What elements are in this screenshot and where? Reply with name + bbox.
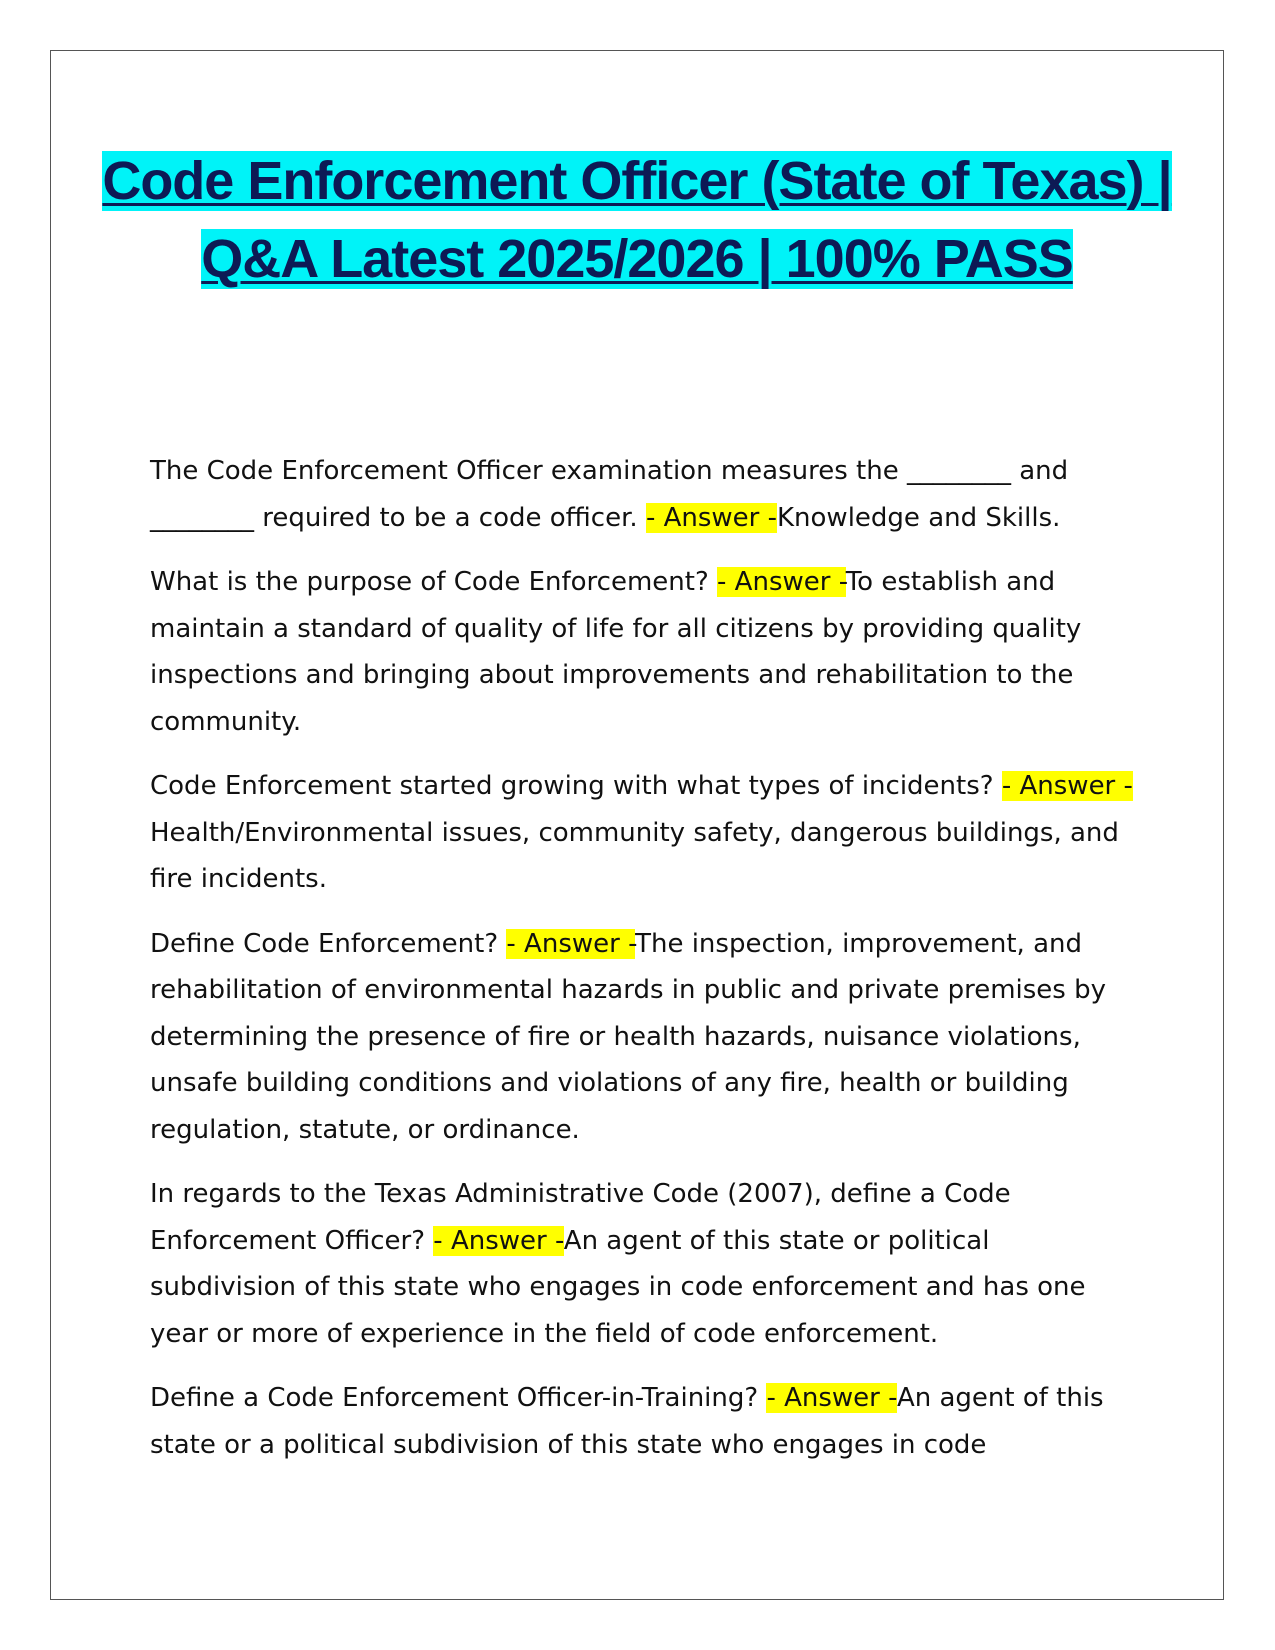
qa-item <box>150 763 1140 903</box>
question-text: Code Enforcement started growing with what types of incidents? <box>150 771 1002 801</box>
answer-text: An agent of this state or political subdivision of this state who engages in code enforcement and has one year or more of experience in the field of code enforcement. <box>150 1225 1086 1349</box>
answer-text: The inspection, improvement, and rehabilitation of environmental hazards in public and private premises by determining the presence of fire or health hazards, nuisance violations, unsafe building conditions and violations of any fire, health or building regulation, statute, or ordinance. <box>150 928 1107 1145</box>
answer-marker: - Answer - <box>645 502 777 533</box>
document-title <box>100 142 1174 298</box>
qa-item <box>150 1375 1140 1468</box>
qa-item <box>150 921 1140 1154</box>
answer-marker: - Answer - <box>717 567 846 597</box>
answer-marker: - Answer - <box>1001 771 1133 801</box>
qa-item <box>150 1171 1140 1357</box>
qa-item <box>150 559 1140 745</box>
answer-text: An agent of this state or a political subdivision of this state who engages in code <box>150 1383 1104 1460</box>
answer-text: Health/Environmental issues, community safety, dangerous buildings, and fire incidents. <box>150 817 1119 894</box>
answer-text: To establish and maintain a standard of quality of life for all citizens by providing quality inspections and bringing about improvements and rehabilitation to the community. <box>150 567 1082 737</box>
question-text: Define a Code Enforcement Officer-in-Training? <box>150 1383 767 1413</box>
answer-marker: - Answer - <box>506 928 636 959</box>
question-text: The Code Enforcement Officer examination measures the ________ and ________ required to be a code officer. <box>150 456 1069 533</box>
question-text: What is the purpose of Code Enforcement? <box>150 567 718 597</box>
document-title-text: Code Enforcement Officer (State of Texas) | Q&A Latest 2025/2026 | 100% PASS <box>102 151 1172 289</box>
qa-item <box>150 448 1140 541</box>
answer-marker: - Answer - <box>766 1383 897 1413</box>
question-text: Define Code Enforcement? <box>150 928 507 959</box>
question-text: In regards to the Texas Administrative Code (2007), define a Code Enforcement Officer? <box>150 1179 1011 1256</box>
answer-text: Knowledge and Skills. <box>777 502 1061 533</box>
qa-list <box>150 448 1140 1486</box>
answer-marker: - Answer - <box>433 1225 564 1256</box>
